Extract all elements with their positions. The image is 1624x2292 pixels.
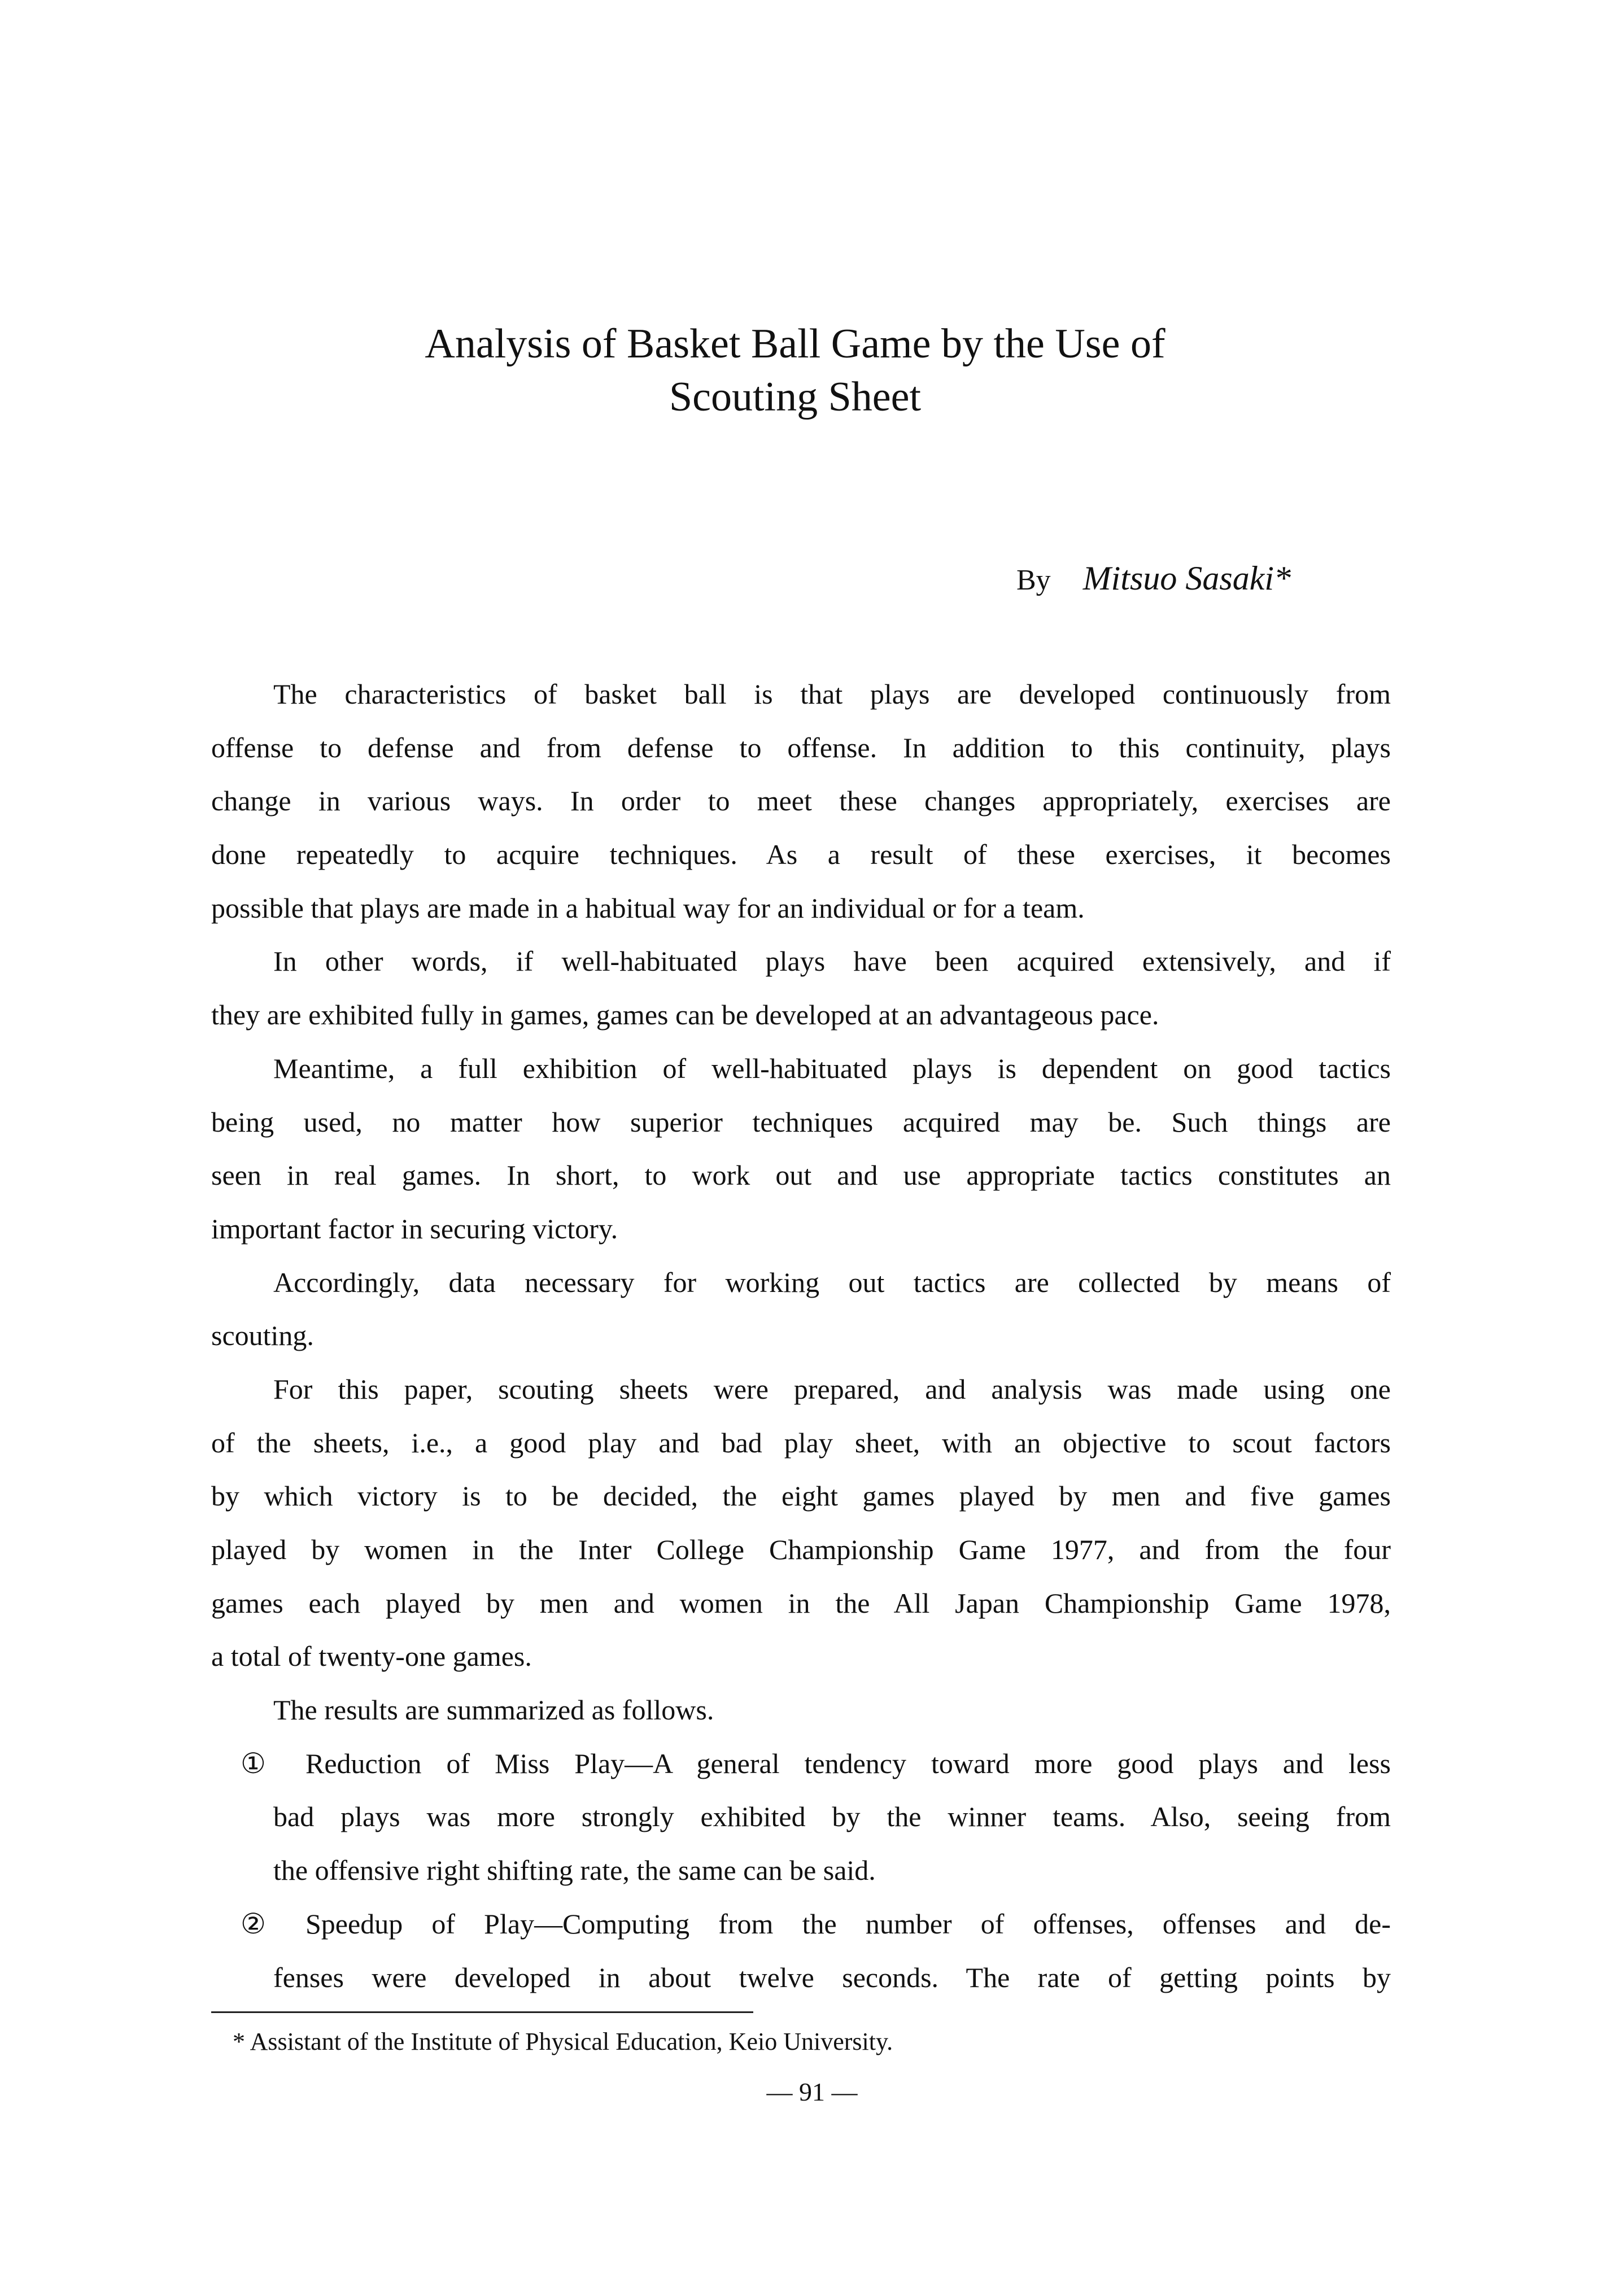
list-item-text: bad plays was more strongly exhibited by the winner teams. Also, seeing from [273,1801,1391,1833]
paragraph-line: In other words, if well-habituated plays have been acquired extensively, and if [273,945,1391,977]
paper-title-line-2: Scouting Sheet [669,374,922,420]
list-number: ② [241,1907,266,1940]
paragraph-line: a total of twenty-one games. [211,1640,532,1673]
paragraph-line: being used, no matter how superior techniques acquired may be. Such things are [211,1106,1391,1138]
list-item-text: Reduction of Miss Play—A general tendency toward more good plays and less [305,1747,1391,1779]
paragraph-line: played by women in the Inter College Championship Game 1977, and from the four [211,1534,1391,1565]
list-item-text: Speedup of Play—Computing from the number of offenses, offenses and de- [305,1907,1391,1940]
paragraph-line: The results are summarized as follows. [273,1694,714,1726]
paragraph-line: Accordingly, data necessary for working out tactics are collected by means of [273,1266,1391,1298]
page-number: — 91 — [766,2077,858,2106]
paragraph-line: by which victory is to be decided, the eight games played by men and five games [211,1480,1391,1512]
paragraph-line: change in various ways. In order to meet these changes appropriately, exercises are [211,785,1391,817]
paragraph-line: they are exhibited fully in games, games can be developed at an advantageous pace. [211,999,1159,1031]
list-item-line [211,1790,1391,1844]
author-name: Mitsuo Sasaki* [1082,560,1291,597]
byline [1016,559,1291,598]
list-item-line [211,1737,1391,1791]
paragraph-line: done repeatedly to acquire techniques. As a result of these exercises, it becomes [211,839,1391,871]
paragraph-line: of the sheets, i.e., a good play and bad play sheet, with an objective to scout factors [211,1426,1391,1459]
paragraph-line: important factor in securing victory. [211,1212,618,1245]
list-item-text: the offensive right shifting rate, the same can be said. [273,1854,876,1887]
paragraph-line: offense to defense and from defense to offense. In addition to this continuity, plays [211,731,1391,763]
paragraph-line: scouting. [211,1320,314,1352]
list-number: ① [241,1747,266,1779]
list-item-line [211,1897,1391,1951]
footnote-rule [211,2011,753,2013]
paragraph-line: For this paper, scouting sheets were prepared, and analysis was made using one [273,1373,1391,1405]
paragraph-line: possible that plays are made in a habitual way for an individual or for a team. [211,892,1085,924]
paragraph-line: seen in real games. In short, to work out and use appropriate tactics constitutes an [211,1159,1391,1191]
footnote: * Assistant of the Institute of Physical Education, Keio University. [233,2028,893,2055]
paragraph-line: The characteristics of basket ball is that plays are developed continuously from [273,678,1391,710]
list-item-text: fenses were developed in about twelve seconds. The rate of getting points by [273,1961,1391,1993]
paper-title-line-1: Analysis of Basket Ball Game by the Use of [425,321,1165,367]
list-item-line [211,1951,1391,2005]
body-text [211,667,1391,2004]
paragraph-line: games each played by men and women in the All Japan Championship Game 1978, [211,1587,1391,1619]
byline-by: By [1016,564,1051,596]
paragraph-line: Meantime, a full exhibition of well-habituated plays is dependent on good tactics [273,1052,1391,1084]
list-item-line [211,1844,1391,1897]
